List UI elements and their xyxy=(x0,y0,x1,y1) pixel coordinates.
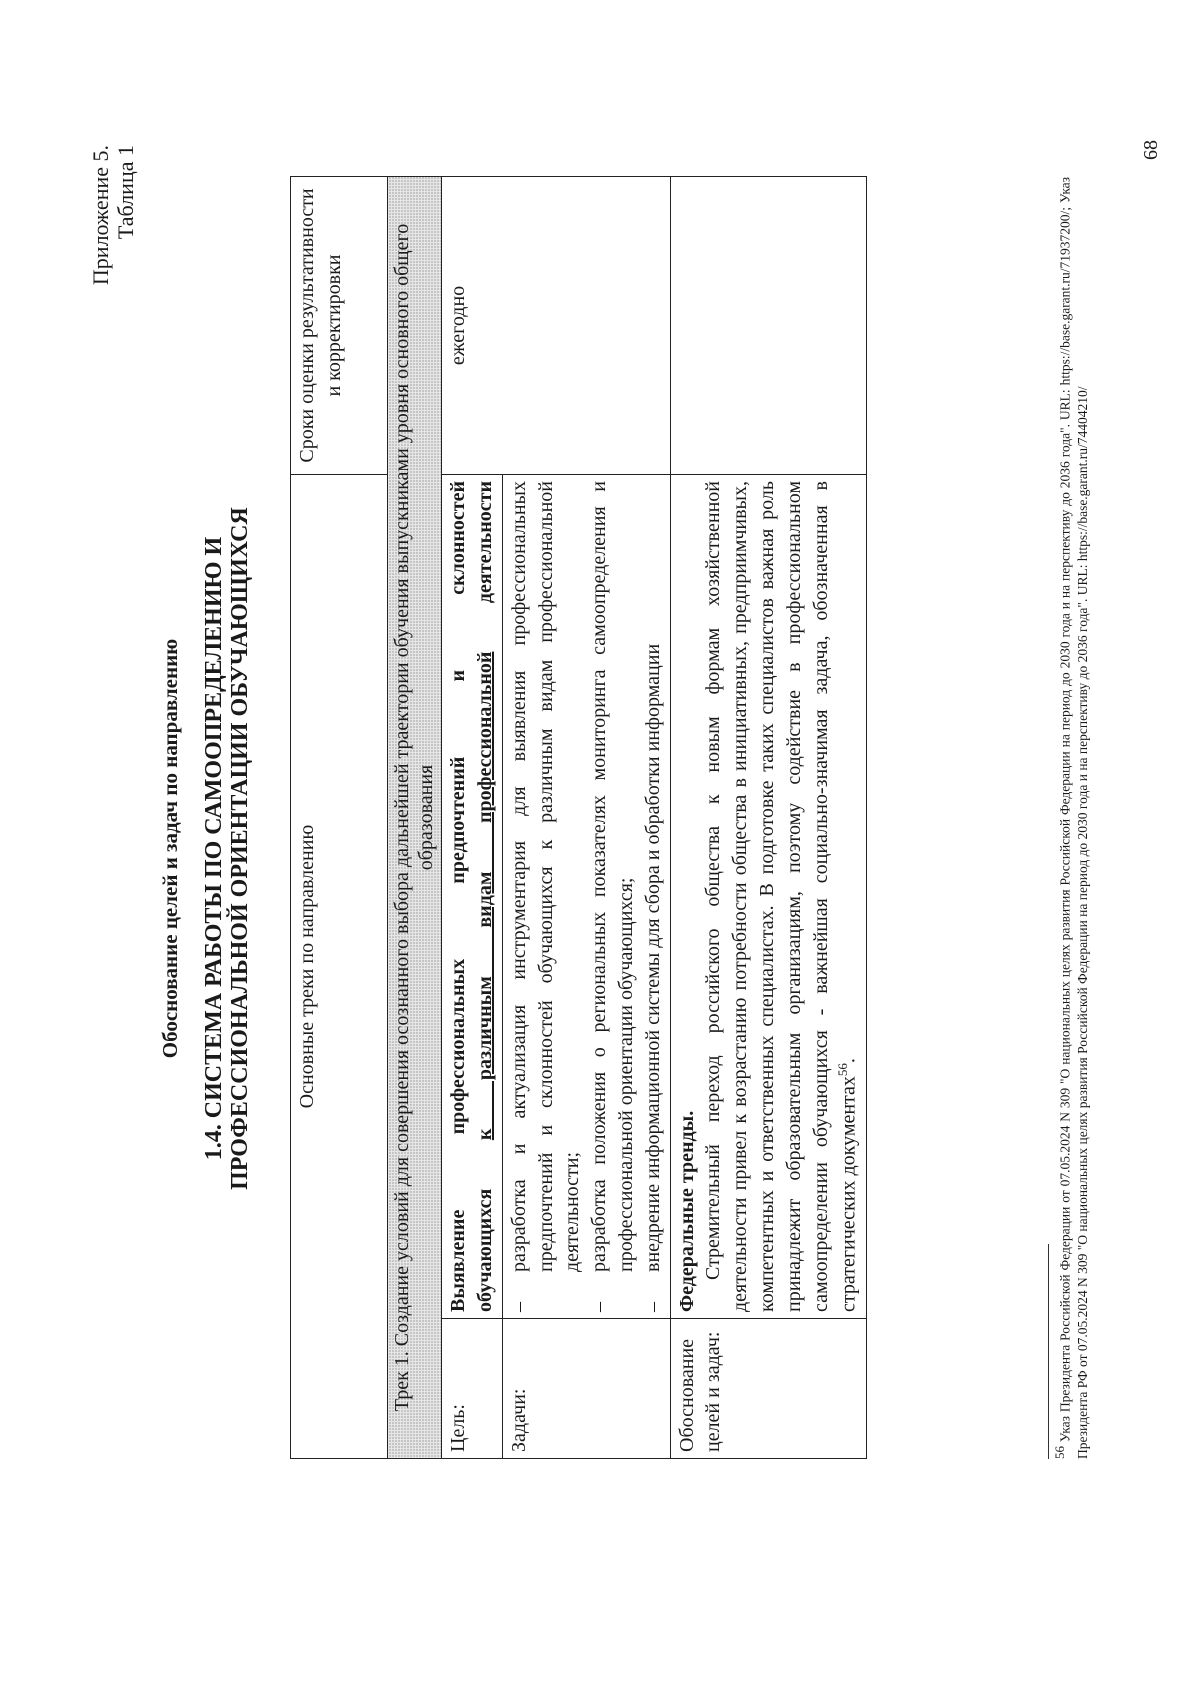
list-item xyxy=(640,481,667,1312)
rationale-label: Обоснование целей и задач: xyxy=(670,1319,866,1459)
rationale-text: Стремительный переход российского общества к новым формам хозяйственной деятельности привел к возрастанию потребности общества в инициативных, предприимчивых, компетентных и ответственных специалистах. В подготовке таких специалистов важная роль принадлежит образовательным организациям, поэтому содействие в профессиональном самоопределении обучающихся - важнейшая социально-значимая задача, обозначенная в стратегических документах xyxy=(702,481,860,1312)
task-text: разработка и актуализация инструментария для выявления профессиональных предпочтений и склонностей обучающихся к различным видам профессиональной деятельности; xyxy=(507,481,584,1272)
goal-row xyxy=(442,177,503,1459)
goal-text xyxy=(442,475,503,1319)
task-text: внедрение информационной системы для сбора и обработки информации xyxy=(641,643,664,1272)
table-number: Таблица 1 xyxy=(113,145,139,240)
goal-line1: Выявление профессиональных предпочтений и склонностей xyxy=(447,481,470,1312)
section-heading: Обоснование целей и задач по направлению xyxy=(158,638,182,1059)
goal-line2-b: к различным видам профессиональной xyxy=(473,651,496,1141)
list-item xyxy=(506,481,586,1312)
dash-bullet: – xyxy=(641,1302,664,1312)
rationale-row xyxy=(670,177,866,1459)
section-title-line1: 1.4. СИСТЕМА РАБОТЫ ПО САМООПРЕДЕЛЕНИЮ И xyxy=(201,536,227,1161)
tasks-period: ежегодно xyxy=(442,177,670,475)
goals-table xyxy=(290,176,867,1459)
rationale-title: Федеральные тренды. xyxy=(675,1110,698,1312)
header-tracks: Основные треки по направлению xyxy=(291,475,388,1459)
goal-label: Цель: xyxy=(442,1319,503,1459)
section-title xyxy=(202,0,254,1697)
list-item xyxy=(586,481,640,1312)
track-title: Трек 1. Создание условий для совершения осознанного выбора дальнейшей траектории обучения выпускниками уровня основного общего образования xyxy=(388,177,442,1459)
dash-bullet: – xyxy=(588,1302,611,1312)
tasks-list xyxy=(502,475,670,1319)
footnote-divider xyxy=(1048,1244,1049,1459)
section-title-line2: ПРОФЕССИОНАЛЬНОЙ ОРИЕНТАЦИИ ОБУЧАЮЩИХСЯ xyxy=(226,507,253,1190)
rationale-paragraph: Стремительный переход российского общества к новым формам хозяйственной деятельности привел к возрастанию потребности общества в инициативных, предприимчивых, компетентных и ответственных специалистах. В подготовке таких специалистов важная роль принадлежит образовательным организациям, поэтому содействие в профессиональном самоопределении обучающихся - важнейшая социально-значимая задача, обозначенная в стратегических документах$^{56}$. xyxy=(702,481,860,1312)
rationale-period xyxy=(670,177,866,475)
dash-bullet: – xyxy=(507,1302,530,1312)
goal-line2-c: деятельности xyxy=(473,481,496,652)
footnote-ref: 56 xyxy=(835,1063,851,1077)
header-period: Сроки оценки результативности и корректировки xyxy=(291,177,388,475)
footnote-text: Указ Президента Российской Федерации от 07.05.2024 N 309 "О национальных целях развития Российской Федерации на период до 2030 года и на перспективу до 2036 года". URL: https://base.garant.ru/71937200/; Указ Президента РФ от 07.05.2024 N 309 "О национальных целях развития Российской Федерации на период до 2030 года и на перспективу до 2036 года". URL: https://base.garant.ru/74404210/ xyxy=(1057,176,1091,1459)
table-header-row xyxy=(291,177,388,1459)
page-number: 68 xyxy=(1140,140,1162,160)
tasks-label: Задачи: xyxy=(502,1319,670,1459)
track-row xyxy=(388,177,442,1459)
rationale-cell xyxy=(670,475,866,1319)
footnote xyxy=(1052,177,1092,1459)
appendix-number: Приложение 5. xyxy=(88,145,113,286)
task-text: разработка положения о региональных показателях мониторинга самоопределения и профессиональной ориентации обучающихся; xyxy=(588,481,637,1272)
footnote-mark: 56 xyxy=(1052,1446,1067,1459)
appendix-label xyxy=(88,145,139,285)
goal-line2-a: обучающихся xyxy=(473,1140,496,1312)
